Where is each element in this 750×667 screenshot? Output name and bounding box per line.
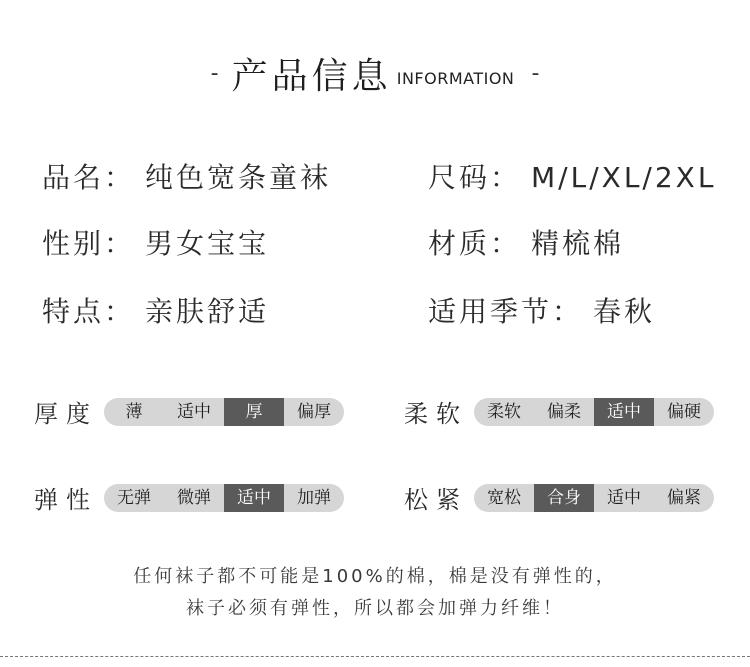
scale-softness-option: 偏柔 (547, 401, 581, 422)
scale-thickness (34, 394, 344, 429)
info-name-label: 品名： (42, 161, 136, 194)
info-gender (42, 222, 269, 262)
scale-tightness-option: 宽松 (487, 487, 521, 508)
scale-softness-title: 柔软 (404, 400, 468, 428)
section-header (0, 48, 750, 99)
scale-elasticity-option: 无弹 (117, 487, 151, 508)
info-season-value: 春秋 (593, 295, 656, 328)
scale-elasticity-bar (104, 484, 344, 512)
info-feature-label: 特点： (42, 295, 136, 328)
info-name (42, 156, 331, 196)
scale-tightness-option: 偏紧 (667, 487, 701, 508)
scale-elasticity-option: 微弹 (177, 487, 211, 508)
info-gender-label: 性别： (42, 227, 136, 260)
scale-tightness-option: 合身 (534, 484, 594, 512)
scale-softness (404, 394, 714, 429)
scale-thickness-bar (104, 398, 344, 426)
scale-softness-option: 偏硬 (667, 401, 701, 422)
info-season-label: 适用季节： (428, 295, 584, 328)
info-name-value: 纯色宽条童袜 (145, 161, 332, 194)
scale-elasticity (34, 480, 344, 515)
info-size (428, 156, 716, 196)
info-size-value: M/L/XL/2XL (531, 161, 717, 194)
footer-note-line1: 任何袜子都不可能是100%的棉，棉是没有弹性的， (133, 566, 617, 587)
info-size-label: 尺码： (428, 161, 522, 194)
info-gender-value: 男女宝宝 (145, 227, 270, 260)
scale-thickness-title: 厚度 (34, 400, 98, 428)
scale-tightness-title: 松紧 (404, 486, 468, 514)
header-dash-left: - (210, 61, 219, 86)
footer-note-line2: 袜子必须有弹性，所以都会加弹力纤维！ (186, 598, 564, 619)
scale-tightness (404, 480, 714, 515)
scale-thickness-option: 适中 (177, 401, 211, 422)
scale-thickness-option: 厚 (224, 398, 284, 426)
header-title: 产品信息 (231, 56, 392, 97)
info-material-label: 材质： (428, 227, 522, 260)
header-subtitle: INFORMATION (396, 69, 515, 88)
info-material-value: 精梳棉 (531, 227, 625, 260)
info-feature (42, 290, 269, 330)
scale-tightness-bar (474, 484, 714, 512)
scale-elasticity-title: 弹性 (34, 486, 98, 514)
scale-thickness-option: 薄 (125, 401, 143, 422)
header-dash-right: - (531, 61, 540, 86)
info-season (428, 290, 655, 330)
bottom-divider (0, 656, 750, 657)
info-material (428, 222, 624, 262)
scale-elasticity-option: 加弹 (297, 487, 331, 508)
scale-softness-bar (474, 398, 714, 426)
scale-thickness-option: 偏厚 (297, 401, 331, 422)
scale-elasticity-option: 适中 (224, 484, 284, 512)
scale-softness-option: 柔软 (487, 401, 521, 422)
info-feature-value: 亲肤舒适 (145, 295, 270, 328)
scale-tightness-option: 适中 (607, 487, 641, 508)
scale-softness-option: 适中 (594, 398, 654, 426)
